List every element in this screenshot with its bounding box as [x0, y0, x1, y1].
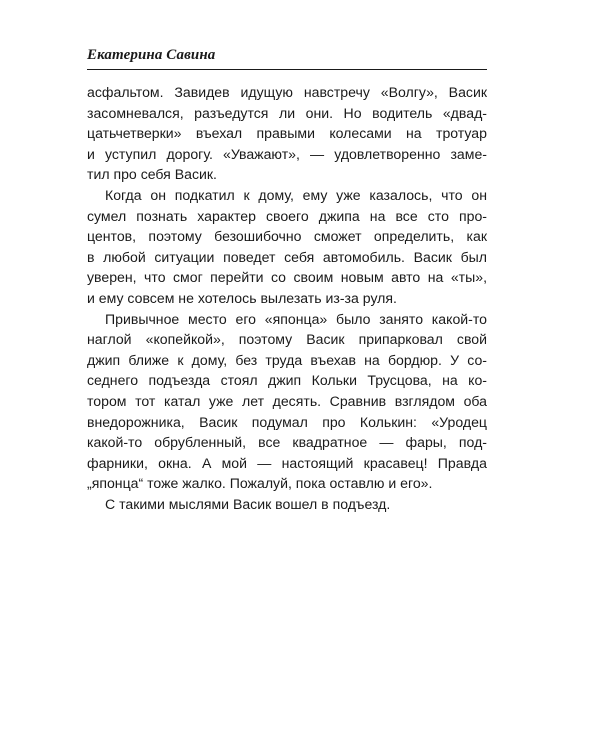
running-head: Екатерина Савина: [87, 46, 487, 70]
text-line: сумел познать характер своего джипа на все сто про-: [87, 207, 487, 224]
text-line: и уступил дорогу. «Уважают», — удовлетворенно заме-: [87, 145, 487, 162]
text-line: цатьчетверки» въехал правыми колесами на тротуар: [87, 125, 487, 142]
text-line: тором тот катал уже лет десять. Сравнив взглядом оба: [87, 392, 487, 409]
text-line: С такими мыслями Васик вошел в подъезд.: [105, 495, 391, 512]
text-line: тил про себя Васик.: [87, 166, 217, 183]
text-line: Привычное место его «японца» было занято какой-то: [105, 310, 487, 327]
body-text: [87, 82, 487, 514]
text-line: джип ближе к дому, без труда въехав на бордюр. У со-: [87, 351, 487, 368]
paragraph-1: [87, 82, 487, 185]
text-line: седнего подъезда стоял джип Кольки Трусцова, на ко-: [87, 372, 487, 389]
text-line: „японца“ тоже жалко. Пожалуй, пока оставлю и его».: [87, 475, 433, 492]
text-line: наглой «копейкой», поэтому Васик припарковал свой: [87, 331, 487, 348]
text-line: какой-то обрубленный, все квадратное — фары, под-: [87, 434, 487, 451]
text-line: внедорожника, Васик подумал про Колькин: «Уродец: [87, 413, 487, 430]
text-line: уверен, что смог перейти со своим новым авто на «ты»,: [87, 269, 487, 286]
paragraph-4: [87, 494, 487, 515]
text-line: засомневался, разъедутся ли они. Но водитель «двад-: [87, 104, 487, 121]
text-line: и ему совсем не хотелось вылезать из-за руля.: [87, 289, 397, 306]
text-line: асфальтом. Завидев идущую навстречу «Волгу», Васик: [87, 84, 487, 100]
book-page: [87, 46, 487, 514]
text-line: в любой ситуации поведет себя автомобиль. Васик был: [87, 248, 487, 265]
text-line: фарники, окна. А мой — настоящий красавец! Правда: [87, 454, 487, 471]
text-line: центов, поэтому безошибочно сможет определить, как: [87, 228, 487, 245]
paragraph-2: [87, 185, 487, 309]
paragraph-3: [87, 309, 487, 494]
text-line: Когда он подкатил к дому, ему уже казалось, что он: [105, 186, 487, 203]
